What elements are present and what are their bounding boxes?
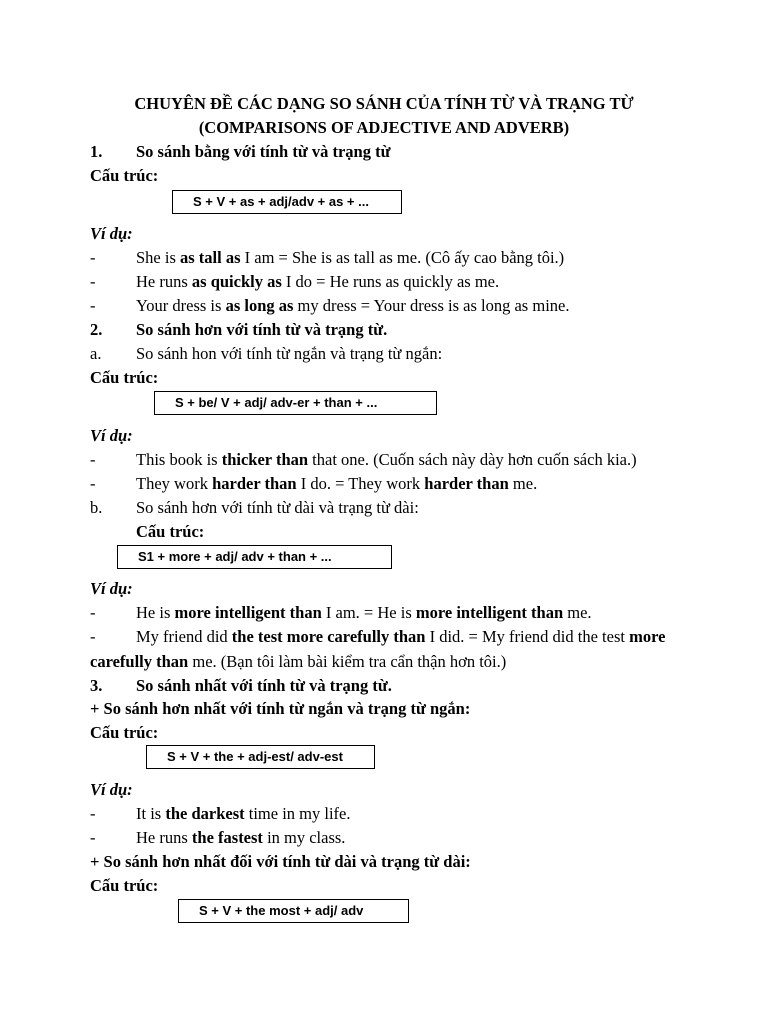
example-text: me. (Bạn tôi làm bài kiểm tra cẩn thận hơn tôi.) [188, 652, 507, 671]
example-emphasis: as tall as [180, 248, 241, 267]
section-title: So sánh bằng với tính từ và trạng từ [136, 142, 391, 161]
example-text: my dress = Your dress is as long as mine. [293, 296, 570, 315]
structure-label: Cấu trúc: [90, 166, 159, 185]
example-text: This book is [136, 450, 222, 469]
example-label: Ví dụ: [90, 579, 133, 598]
document-subtitle: (COMPARISONS OF ADJECTIVE AND ADVERB) [198, 118, 570, 137]
formula-box: S + be/ V + adj/ adv-er + than + ... [154, 391, 437, 415]
bullet-dash: - [90, 296, 96, 315]
example-label: Ví dụ: [90, 780, 133, 799]
example-emphasis: more [629, 627, 666, 646]
example-emphasis: thicker than [221, 450, 309, 469]
example-item [90, 296, 569, 316]
example-item [90, 804, 351, 824]
formula-box: S + V + as + adj/adv + as + ... [172, 190, 402, 214]
subsection-heading: + So sánh hơn nhất với tính từ ngắn và trạng từ ngắn: [90, 699, 471, 718]
example-emphasis: the fastest [191, 828, 263, 847]
example-emphasis: the darkest [165, 804, 245, 823]
example-text: It is [136, 804, 166, 823]
bullet-dash: - [90, 450, 96, 469]
structure-label: Cấu trúc: [90, 723, 159, 742]
example-item [90, 474, 537, 494]
subsection-letter: b. [90, 498, 103, 517]
section-number: 1. [90, 142, 103, 161]
example-emphasis: more intelligent than [174, 603, 322, 622]
formula-box: S1 + more + adj/ adv + than + ... [117, 545, 392, 569]
formula-box: S + V + the + adj-est/ adv-est [146, 745, 375, 769]
example-emphasis: carefully than [90, 652, 189, 671]
example-text: me. [508, 474, 538, 493]
example-text: He is [136, 603, 175, 622]
formula-box: S + V + the most + adj/ adv [178, 899, 409, 923]
section-number: 3. [90, 676, 103, 695]
bullet-dash: - [90, 828, 96, 847]
example-text: Your dress is [136, 296, 226, 315]
bullet-dash: - [90, 248, 96, 267]
example-item [90, 828, 345, 848]
subsection-b [90, 498, 419, 518]
bullet-dash: - [90, 272, 96, 291]
document-title: CHUYÊN ĐỀ CÁC DẠNG SO SÁNH CỦA TÍNH TỪ VÀ TRẠNG TỪ [134, 94, 634, 113]
structure-label: Cấu trúc: [90, 368, 159, 387]
section-1-heading [90, 142, 391, 162]
example-text: I do. = They work [296, 474, 425, 493]
example-emphasis: more intelligent than [415, 603, 564, 622]
example-item [90, 627, 665, 647]
example-text: time in my life. [244, 804, 351, 823]
subsection-text: So sánh hon với tính từ ngắn và trạng từ ngắn: [136, 344, 443, 363]
structure-label: Cấu trúc: [136, 522, 205, 541]
example-emphasis: harder than [424, 474, 509, 493]
example-emphasis: as quickly as [191, 272, 282, 291]
section-title: So sánh hơn với tính từ và trạng từ. [136, 320, 388, 339]
example-text: She is [136, 248, 181, 267]
example-item-continued [90, 652, 506, 672]
structure-label: Cấu trúc: [90, 876, 159, 895]
example-text: My friend did [136, 627, 232, 646]
bullet-dash: - [90, 603, 96, 622]
example-text: He runs [136, 828, 192, 847]
section-title: So sánh nhất với tính từ và trạng từ. [136, 676, 392, 695]
example-text: They work [136, 474, 213, 493]
section-3-heading [90, 676, 392, 696]
bullet-dash: - [90, 627, 96, 646]
example-emphasis: as long as [225, 296, 294, 315]
example-emphasis: the test more carefully than [231, 627, 426, 646]
example-text: me. [563, 603, 592, 622]
example-text: I am = She is as tall as me. (Cô ấy cao bằng tôi.) [240, 248, 565, 267]
bullet-dash: - [90, 474, 96, 493]
example-emphasis: harder than [212, 474, 297, 493]
subsection-heading: + So sánh hơn nhất đối với tính từ dài và trạng từ dài: [90, 852, 471, 871]
example-text: in my class. [262, 828, 346, 847]
example-label: Ví dụ: [90, 224, 133, 243]
bullet-dash: - [90, 804, 96, 823]
subsection-text: So sánh hơn với tính từ dài và trạng từ dài: [136, 498, 419, 517]
example-item [90, 603, 592, 623]
example-text: I did. = My friend did the test [425, 627, 630, 646]
subsection-letter: a. [90, 344, 102, 363]
example-text: I am. = He is [321, 603, 416, 622]
example-item [90, 450, 637, 470]
example-item [90, 272, 499, 292]
example-label: Ví dụ: [90, 426, 133, 445]
example-text: that one. (Cuốn sách này dày hơn cuốn sách kia.) [308, 450, 637, 469]
subsection-a [90, 344, 442, 364]
example-text: I do = He runs as quickly as me. [281, 272, 500, 291]
example-text: He runs [136, 272, 192, 291]
section-2-heading [90, 320, 387, 340]
example-item [90, 248, 564, 268]
section-number: 2. [90, 320, 103, 339]
